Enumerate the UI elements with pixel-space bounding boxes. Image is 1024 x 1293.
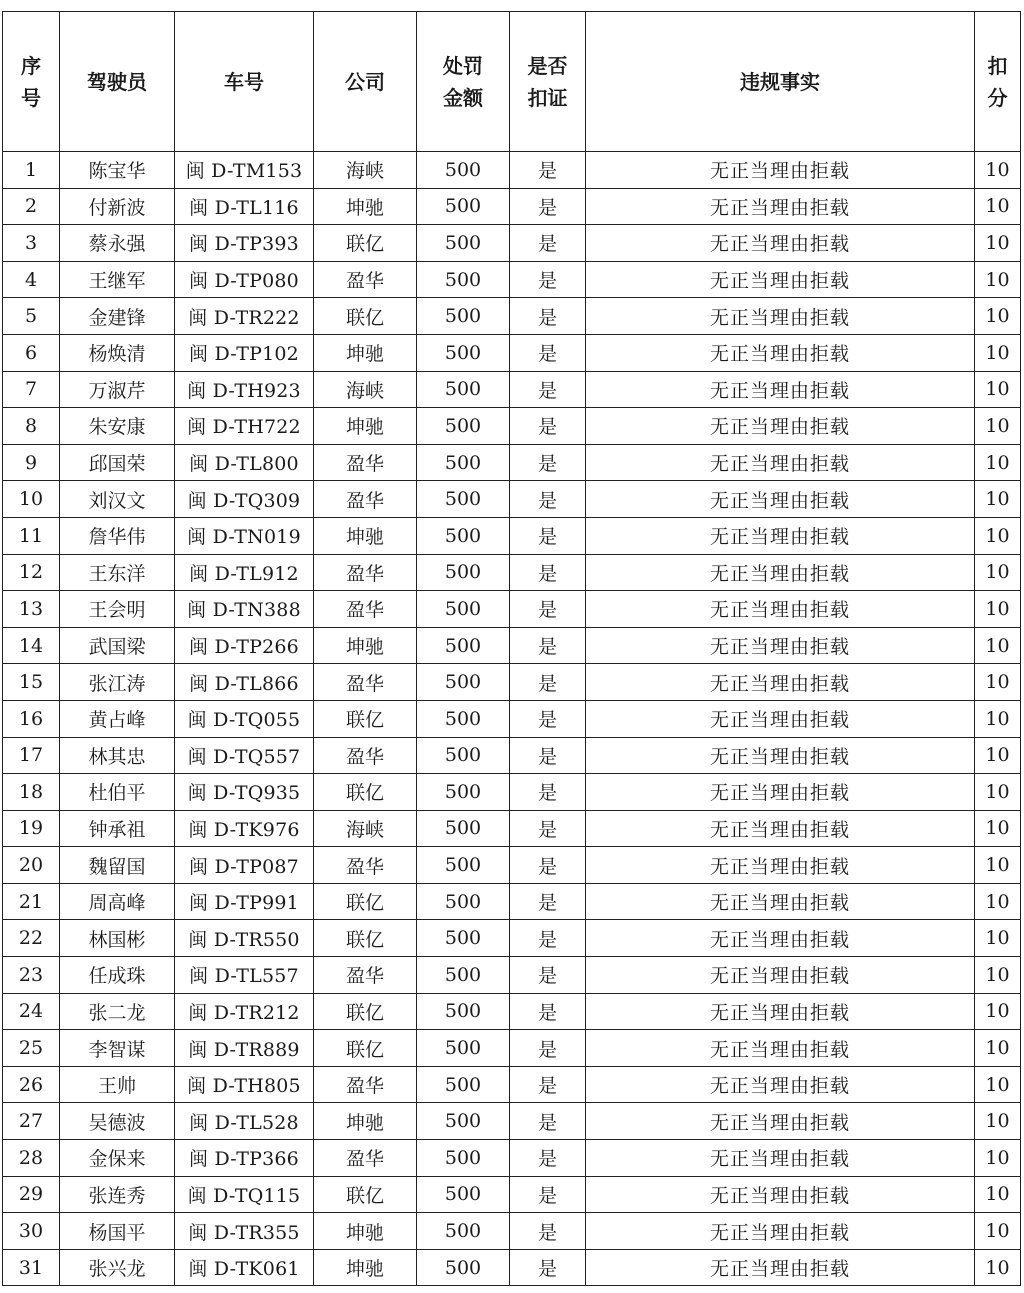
cell-fact: 无正当理由拒载 <box>586 225 975 262</box>
cell-fact: 无正当理由拒载 <box>586 152 975 189</box>
cell-fine: 500 <box>417 261 510 298</box>
table-row <box>3 298 1021 335</box>
cell-cert: 是 <box>510 1066 586 1103</box>
cell-no: 21 <box>3 883 60 920</box>
cell-cert: 是 <box>510 1176 586 1213</box>
cell-fact: 无正当理由拒载 <box>586 188 975 225</box>
cell-points: 10 <box>975 261 1021 298</box>
cell-no: 30 <box>3 1213 60 1250</box>
cell-cert: 是 <box>510 444 586 481</box>
cell-fact: 无正当理由拒载 <box>586 408 975 445</box>
cell-plate: 闽 D-TR212 <box>175 993 314 1030</box>
cell-points: 10 <box>975 664 1021 701</box>
cell-fact: 无正当理由拒载 <box>586 444 975 481</box>
header-row <box>3 12 1021 152</box>
cell-cert: 是 <box>510 371 586 408</box>
cell-company: 盈华 <box>314 444 417 481</box>
cell-points: 10 <box>975 334 1021 371</box>
table-row <box>3 737 1021 774</box>
cell-no: 7 <box>3 371 60 408</box>
cell-no: 29 <box>3 1176 60 1213</box>
cell-points: 10 <box>975 957 1021 994</box>
cell-cert: 是 <box>510 408 586 445</box>
cell-points: 10 <box>975 1213 1021 1250</box>
cell-points: 10 <box>975 517 1021 554</box>
cell-cert: 是 <box>510 1103 586 1140</box>
cell-no: 12 <box>3 554 60 591</box>
cell-fact: 无正当理由拒载 <box>586 481 975 518</box>
cell-points: 10 <box>975 700 1021 737</box>
table-row <box>3 627 1021 664</box>
cell-no: 4 <box>3 261 60 298</box>
cell-points: 10 <box>975 371 1021 408</box>
cell-fine: 500 <box>417 371 510 408</box>
cell-company: 坤驰 <box>314 627 417 664</box>
cell-fact: 无正当理由拒载 <box>586 334 975 371</box>
cell-fine: 500 <box>417 334 510 371</box>
cell-cert: 是 <box>510 883 586 920</box>
cell-fact: 无正当理由拒载 <box>586 847 975 884</box>
table-row <box>3 920 1021 957</box>
cell-no: 19 <box>3 810 60 847</box>
cell-no: 17 <box>3 737 60 774</box>
violation-table <box>2 11 1021 1286</box>
cell-plate: 闽 D-TR550 <box>175 920 314 957</box>
cell-fact: 无正当理由拒载 <box>586 737 975 774</box>
table-row <box>3 371 1021 408</box>
cell-no: 9 <box>3 444 60 481</box>
cell-points: 10 <box>975 1066 1021 1103</box>
cell-driver: 魏留国 <box>60 847 175 884</box>
cell-plate: 闽 D-TR355 <box>175 1213 314 1250</box>
header-points: 扣分 <box>975 12 1021 152</box>
cell-fine: 500 <box>417 591 510 628</box>
cell-fact: 无正当理由拒载 <box>586 517 975 554</box>
cell-points: 10 <box>975 481 1021 518</box>
cell-company: 坤驰 <box>314 188 417 225</box>
cell-plate: 闽 D-TN388 <box>175 591 314 628</box>
cell-fine: 500 <box>417 1213 510 1250</box>
cell-plate: 闽 D-TP366 <box>175 1140 314 1177</box>
cell-cert: 是 <box>510 847 586 884</box>
cell-no: 10 <box>3 481 60 518</box>
table-body <box>3 152 1021 1286</box>
table-row <box>3 664 1021 701</box>
header-fine: 处罚金额 <box>417 12 510 152</box>
cell-fine: 500 <box>417 408 510 445</box>
cell-no: 20 <box>3 847 60 884</box>
cell-points: 10 <box>975 188 1021 225</box>
cell-fine: 500 <box>417 883 510 920</box>
cell-points: 10 <box>975 627 1021 664</box>
cell-driver: 杨国平 <box>60 1213 175 1250</box>
cell-driver: 黄占峰 <box>60 700 175 737</box>
cell-fact: 无正当理由拒载 <box>586 993 975 1030</box>
cell-plate: 闽 D-TQ935 <box>175 774 314 811</box>
cell-company: 盈华 <box>314 554 417 591</box>
table-row <box>3 1030 1021 1067</box>
cell-fact: 无正当理由拒载 <box>586 298 975 335</box>
cell-driver: 刘汉文 <box>60 481 175 518</box>
cell-fact: 无正当理由拒载 <box>586 1249 975 1286</box>
table-row <box>3 810 1021 847</box>
cell-cert: 是 <box>510 1140 586 1177</box>
cell-fact: 无正当理由拒载 <box>586 1103 975 1140</box>
cell-plate: 闽 D-TL116 <box>175 188 314 225</box>
table-row <box>3 188 1021 225</box>
table-row <box>3 847 1021 884</box>
cell-cert: 是 <box>510 1213 586 1250</box>
cell-no: 16 <box>3 700 60 737</box>
cell-cert: 是 <box>510 517 586 554</box>
cell-no: 6 <box>3 334 60 371</box>
cell-driver: 吴德波 <box>60 1103 175 1140</box>
cell-company: 海峡 <box>314 152 417 189</box>
cell-fact: 无正当理由拒载 <box>586 700 975 737</box>
table-row <box>3 334 1021 371</box>
cell-cert: 是 <box>510 152 586 189</box>
cell-company: 坤驰 <box>314 1213 417 1250</box>
cell-plate: 闽 D-TH923 <box>175 371 314 408</box>
cell-fact: 无正当理由拒载 <box>586 261 975 298</box>
table-row <box>3 261 1021 298</box>
cell-points: 10 <box>975 225 1021 262</box>
cell-plate: 闽 D-TK061 <box>175 1249 314 1286</box>
cell-company: 联亿 <box>314 1030 417 1067</box>
cell-no: 24 <box>3 993 60 1030</box>
table-row <box>3 591 1021 628</box>
cell-fact: 无正当理由拒载 <box>586 664 975 701</box>
cell-fact: 无正当理由拒载 <box>586 1176 975 1213</box>
cell-points: 10 <box>975 152 1021 189</box>
cell-plate: 闽 D-TP087 <box>175 847 314 884</box>
cell-fine: 500 <box>417 957 510 994</box>
cell-company: 海峡 <box>314 371 417 408</box>
cell-plate: 闽 D-TP393 <box>175 225 314 262</box>
cell-no: 22 <box>3 920 60 957</box>
cell-cert: 是 <box>510 334 586 371</box>
cell-fine: 500 <box>417 517 510 554</box>
cell-cert: 是 <box>510 481 586 518</box>
cell-plate: 闽 D-TP080 <box>175 261 314 298</box>
table-row <box>3 957 1021 994</box>
header-fact: 违规事实 <box>586 12 975 152</box>
cell-company: 坤驰 <box>314 517 417 554</box>
cell-driver: 王东洋 <box>60 554 175 591</box>
cell-driver: 王帅 <box>60 1066 175 1103</box>
header-driver: 驾驶员 <box>60 12 175 152</box>
cell-cert: 是 <box>510 1030 586 1067</box>
cell-cert: 是 <box>510 1249 586 1286</box>
cell-fact: 无正当理由拒载 <box>586 371 975 408</box>
table-row <box>3 1176 1021 1213</box>
cell-driver: 武国梁 <box>60 627 175 664</box>
cell-company: 盈华 <box>314 261 417 298</box>
cell-plate: 闽 D-TP991 <box>175 883 314 920</box>
cell-driver: 钟承祖 <box>60 810 175 847</box>
cell-company: 坤驰 <box>314 334 417 371</box>
cell-plate: 闽 D-TK976 <box>175 810 314 847</box>
table-row <box>3 444 1021 481</box>
cell-plate: 闽 D-TM153 <box>175 152 314 189</box>
cell-no: 1 <box>3 152 60 189</box>
table-row <box>3 1140 1021 1177</box>
cell-fine: 500 <box>417 700 510 737</box>
cell-points: 10 <box>975 920 1021 957</box>
cell-plate: 闽 D-TL912 <box>175 554 314 591</box>
cell-driver: 朱安康 <box>60 408 175 445</box>
cell-plate: 闽 D-TP266 <box>175 627 314 664</box>
cell-driver: 任成珠 <box>60 957 175 994</box>
cell-driver: 金保来 <box>60 1140 175 1177</box>
table-row <box>3 1066 1021 1103</box>
header-company: 公司 <box>314 12 417 152</box>
cell-fact: 无正当理由拒载 <box>586 1213 975 1250</box>
cell-driver: 林其忠 <box>60 737 175 774</box>
table-row <box>3 1249 1021 1286</box>
table-row <box>3 152 1021 189</box>
cell-fine: 500 <box>417 188 510 225</box>
cell-company: 联亿 <box>314 920 417 957</box>
cell-plate: 闽 D-TR222 <box>175 298 314 335</box>
table-row <box>3 700 1021 737</box>
cell-company: 联亿 <box>314 225 417 262</box>
cell-no: 5 <box>3 298 60 335</box>
cell-points: 10 <box>975 737 1021 774</box>
cell-driver: 杨焕清 <box>60 334 175 371</box>
cell-fine: 500 <box>417 225 510 262</box>
cell-plate: 闽 D-TH805 <box>175 1066 314 1103</box>
cell-points: 10 <box>975 408 1021 445</box>
cell-points: 10 <box>975 883 1021 920</box>
cell-plate: 闽 D-TL528 <box>175 1103 314 1140</box>
table-row <box>3 1213 1021 1250</box>
cell-plate: 闽 D-TQ557 <box>175 737 314 774</box>
cell-fine: 500 <box>417 152 510 189</box>
cell-company: 坤驰 <box>314 1249 417 1286</box>
cell-driver: 王继军 <box>60 261 175 298</box>
cell-fact: 无正当理由拒载 <box>586 1030 975 1067</box>
cell-no: 26 <box>3 1066 60 1103</box>
cell-cert: 是 <box>510 810 586 847</box>
cell-fact: 无正当理由拒载 <box>586 554 975 591</box>
cell-company: 联亿 <box>314 993 417 1030</box>
cell-points: 10 <box>975 298 1021 335</box>
cell-cert: 是 <box>510 957 586 994</box>
cell-driver: 周高峰 <box>60 883 175 920</box>
cell-company: 联亿 <box>314 883 417 920</box>
table-row <box>3 1103 1021 1140</box>
cell-no: 8 <box>3 408 60 445</box>
cell-company: 盈华 <box>314 737 417 774</box>
cell-cert: 是 <box>510 298 586 335</box>
cell-fine: 500 <box>417 1030 510 1067</box>
cell-cert: 是 <box>510 627 586 664</box>
cell-driver: 邱国荣 <box>60 444 175 481</box>
cell-no: 14 <box>3 627 60 664</box>
cell-cert: 是 <box>510 920 586 957</box>
cell-company: 联亿 <box>314 1176 417 1213</box>
cell-company: 盈华 <box>314 957 417 994</box>
cell-cert: 是 <box>510 737 586 774</box>
cell-cert: 是 <box>510 591 586 628</box>
cell-points: 10 <box>975 444 1021 481</box>
cell-plate: 闽 D-TQ309 <box>175 481 314 518</box>
cell-fine: 500 <box>417 481 510 518</box>
cell-points: 10 <box>975 1103 1021 1140</box>
cell-plate: 闽 D-TQ115 <box>175 1176 314 1213</box>
cell-plate: 闽 D-TQ055 <box>175 700 314 737</box>
cell-fact: 无正当理由拒载 <box>586 957 975 994</box>
cell-fact: 无正当理由拒载 <box>586 920 975 957</box>
cell-fact: 无正当理由拒载 <box>586 591 975 628</box>
cell-points: 10 <box>975 993 1021 1030</box>
cell-fine: 500 <box>417 920 510 957</box>
cell-fact: 无正当理由拒载 <box>586 810 975 847</box>
cell-company: 坤驰 <box>314 408 417 445</box>
cell-cert: 是 <box>510 554 586 591</box>
cell-no: 25 <box>3 1030 60 1067</box>
cell-no: 3 <box>3 225 60 262</box>
cell-fine: 500 <box>417 627 510 664</box>
cell-no: 31 <box>3 1249 60 1286</box>
cell-fact: 无正当理由拒载 <box>586 627 975 664</box>
table-row <box>3 517 1021 554</box>
cell-plate: 闽 D-TL557 <box>175 957 314 994</box>
cell-points: 10 <box>975 1030 1021 1067</box>
header-cert: 是否扣证 <box>510 12 586 152</box>
cell-fact: 无正当理由拒载 <box>586 883 975 920</box>
cell-fine: 500 <box>417 444 510 481</box>
cell-driver: 林国彬 <box>60 920 175 957</box>
cell-plate: 闽 D-TP102 <box>175 334 314 371</box>
cell-company: 联亿 <box>314 298 417 335</box>
cell-driver: 张连秀 <box>60 1176 175 1213</box>
cell-no: 15 <box>3 664 60 701</box>
cell-cert: 是 <box>510 700 586 737</box>
cell-no: 23 <box>3 957 60 994</box>
cell-no: 28 <box>3 1140 60 1177</box>
cell-driver: 李智谋 <box>60 1030 175 1067</box>
cell-no: 27 <box>3 1103 60 1140</box>
cell-points: 10 <box>975 591 1021 628</box>
cell-driver: 张兴龙 <box>60 1249 175 1286</box>
table-row <box>3 408 1021 445</box>
cell-company: 盈华 <box>314 481 417 518</box>
cell-plate: 闽 D-TL800 <box>175 444 314 481</box>
cell-fact: 无正当理由拒载 <box>586 1066 975 1103</box>
cell-driver: 詹华伟 <box>60 517 175 554</box>
table-row <box>3 554 1021 591</box>
cell-driver: 王会明 <box>60 591 175 628</box>
cell-fine: 500 <box>417 1140 510 1177</box>
table-row <box>3 883 1021 920</box>
cell-fine: 500 <box>417 810 510 847</box>
cell-points: 10 <box>975 1249 1021 1286</box>
cell-fine: 500 <box>417 774 510 811</box>
cell-fine: 500 <box>417 1249 510 1286</box>
cell-driver: 张二龙 <box>60 993 175 1030</box>
cell-points: 10 <box>975 810 1021 847</box>
cell-fact: 无正当理由拒载 <box>586 774 975 811</box>
cell-fine: 500 <box>417 993 510 1030</box>
cell-cert: 是 <box>510 225 586 262</box>
cell-points: 10 <box>975 774 1021 811</box>
cell-cert: 是 <box>510 261 586 298</box>
cell-driver: 陈宝华 <box>60 152 175 189</box>
cell-cert: 是 <box>510 664 586 701</box>
cell-plate: 闽 D-TR889 <box>175 1030 314 1067</box>
cell-company: 盈华 <box>314 1140 417 1177</box>
cell-points: 10 <box>975 554 1021 591</box>
cell-plate: 闽 D-TL866 <box>175 664 314 701</box>
cell-cert: 是 <box>510 774 586 811</box>
cell-driver: 张江涛 <box>60 664 175 701</box>
cell-company: 联亿 <box>314 700 417 737</box>
cell-fine: 500 <box>417 1176 510 1213</box>
cell-company: 盈华 <box>314 664 417 701</box>
cell-fine: 500 <box>417 1066 510 1103</box>
table-row <box>3 993 1021 1030</box>
cell-no: 18 <box>3 774 60 811</box>
cell-plate: 闽 D-TN019 <box>175 517 314 554</box>
cell-points: 10 <box>975 1176 1021 1213</box>
cell-cert: 是 <box>510 993 586 1030</box>
cell-no: 2 <box>3 188 60 225</box>
cell-cert: 是 <box>510 188 586 225</box>
cell-points: 10 <box>975 847 1021 884</box>
cell-no: 11 <box>3 517 60 554</box>
cell-company: 坤驰 <box>314 1103 417 1140</box>
cell-driver: 蔡永强 <box>60 225 175 262</box>
cell-driver: 杜伯平 <box>60 774 175 811</box>
cell-company: 海峡 <box>314 810 417 847</box>
table-row <box>3 225 1021 262</box>
cell-fine: 500 <box>417 664 510 701</box>
cell-driver: 付新波 <box>60 188 175 225</box>
cell-plate: 闽 D-TH722 <box>175 408 314 445</box>
table-header <box>3 12 1021 152</box>
cell-no: 13 <box>3 591 60 628</box>
table-row <box>3 481 1021 518</box>
cell-company: 盈华 <box>314 847 417 884</box>
cell-company: 盈华 <box>314 591 417 628</box>
cell-company: 盈华 <box>314 1066 417 1103</box>
cell-fine: 500 <box>417 1103 510 1140</box>
cell-points: 10 <box>975 1140 1021 1177</box>
cell-fine: 500 <box>417 298 510 335</box>
header-no: 序号 <box>3 12 60 152</box>
cell-fact: 无正当理由拒载 <box>586 1140 975 1177</box>
cell-fine: 500 <box>417 737 510 774</box>
cell-driver: 金建锋 <box>60 298 175 335</box>
cell-company: 联亿 <box>314 774 417 811</box>
cell-driver: 万淑芹 <box>60 371 175 408</box>
table-row <box>3 774 1021 811</box>
cell-fine: 500 <box>417 554 510 591</box>
header-plate: 车号 <box>175 12 314 152</box>
cell-fine: 500 <box>417 847 510 884</box>
